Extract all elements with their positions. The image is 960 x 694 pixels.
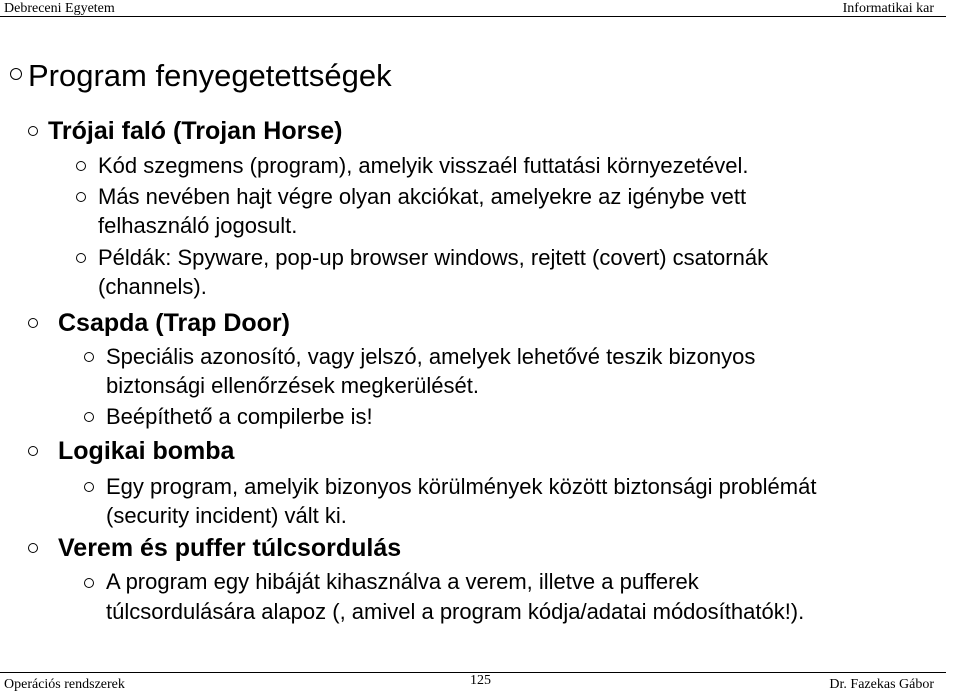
item-bullet-icon xyxy=(76,192,86,202)
title-bullet-icon xyxy=(10,68,22,80)
page-number: 125 xyxy=(470,673,491,688)
item-line: Beépíthető a compilerbe is! xyxy=(106,404,373,429)
item-line: Egy program, amelyik bizonyos körülmények között biztonsági problémát xyxy=(106,474,817,499)
item-line-continued: (security incident) vált ki. xyxy=(106,503,347,528)
page-footer xyxy=(0,673,960,694)
item-line: Más nevében hajt végre olyan akciókat, amelyekre az igénybe vett xyxy=(98,184,747,209)
item-bullet-icon xyxy=(84,412,94,422)
item-line: Speciális azonosító, vagy jelszó, amelyek lehetővé teszik bizonyos xyxy=(106,344,756,369)
item-bullet-icon xyxy=(76,161,86,171)
section-bullet-icon xyxy=(28,318,38,328)
slide-title: Program fenyegetettségek xyxy=(28,58,392,93)
item-bullet-icon xyxy=(76,253,86,263)
item-line: A program egy hibáját kihasználva a verem, illetve a pufferek xyxy=(106,569,699,594)
footer-left-text: Operációs rendszerek xyxy=(4,677,125,692)
item-bullet-icon xyxy=(84,578,94,588)
section-bullet-icon xyxy=(28,446,38,456)
item-line-continued: biztonsági ellenőrzések megkerülését. xyxy=(106,373,479,398)
item-line-continued: (channels). xyxy=(98,274,207,299)
section-bullet-icon xyxy=(28,126,38,136)
item-bullet-icon xyxy=(84,482,94,492)
section-heading-stack-buffer-overflow: Verem és puffer túlcsordulás xyxy=(58,534,402,562)
item-line-continued: felhasználó jogosult. xyxy=(98,213,298,238)
section-heading-logic-bomb: Logikai bomba xyxy=(58,437,235,465)
header-right-text: Informatikai kar xyxy=(842,1,934,16)
item-bullet-icon xyxy=(84,352,94,362)
item-line-continued: túlcsordulására alapoz (, amivel a program kódja/adatai módosíthatók!). xyxy=(106,599,805,624)
footer-right-text: Dr. Fazekas Gábor xyxy=(829,677,934,692)
header-left-text: Debreceni Egyetem xyxy=(4,1,115,16)
section-heading-trojan: Trójai faló (Trojan Horse) xyxy=(48,117,343,145)
section-bullet-icon xyxy=(28,543,38,553)
section-heading-trap-door: Csapda (Trap Door) xyxy=(58,309,290,337)
item-line: Kód szegmens (program), amelyik visszaél futtatási környezetével. xyxy=(98,153,749,178)
item-line: Példák: Spyware, pop-up browser windows, rejtett (covert) csatornák xyxy=(98,245,769,270)
